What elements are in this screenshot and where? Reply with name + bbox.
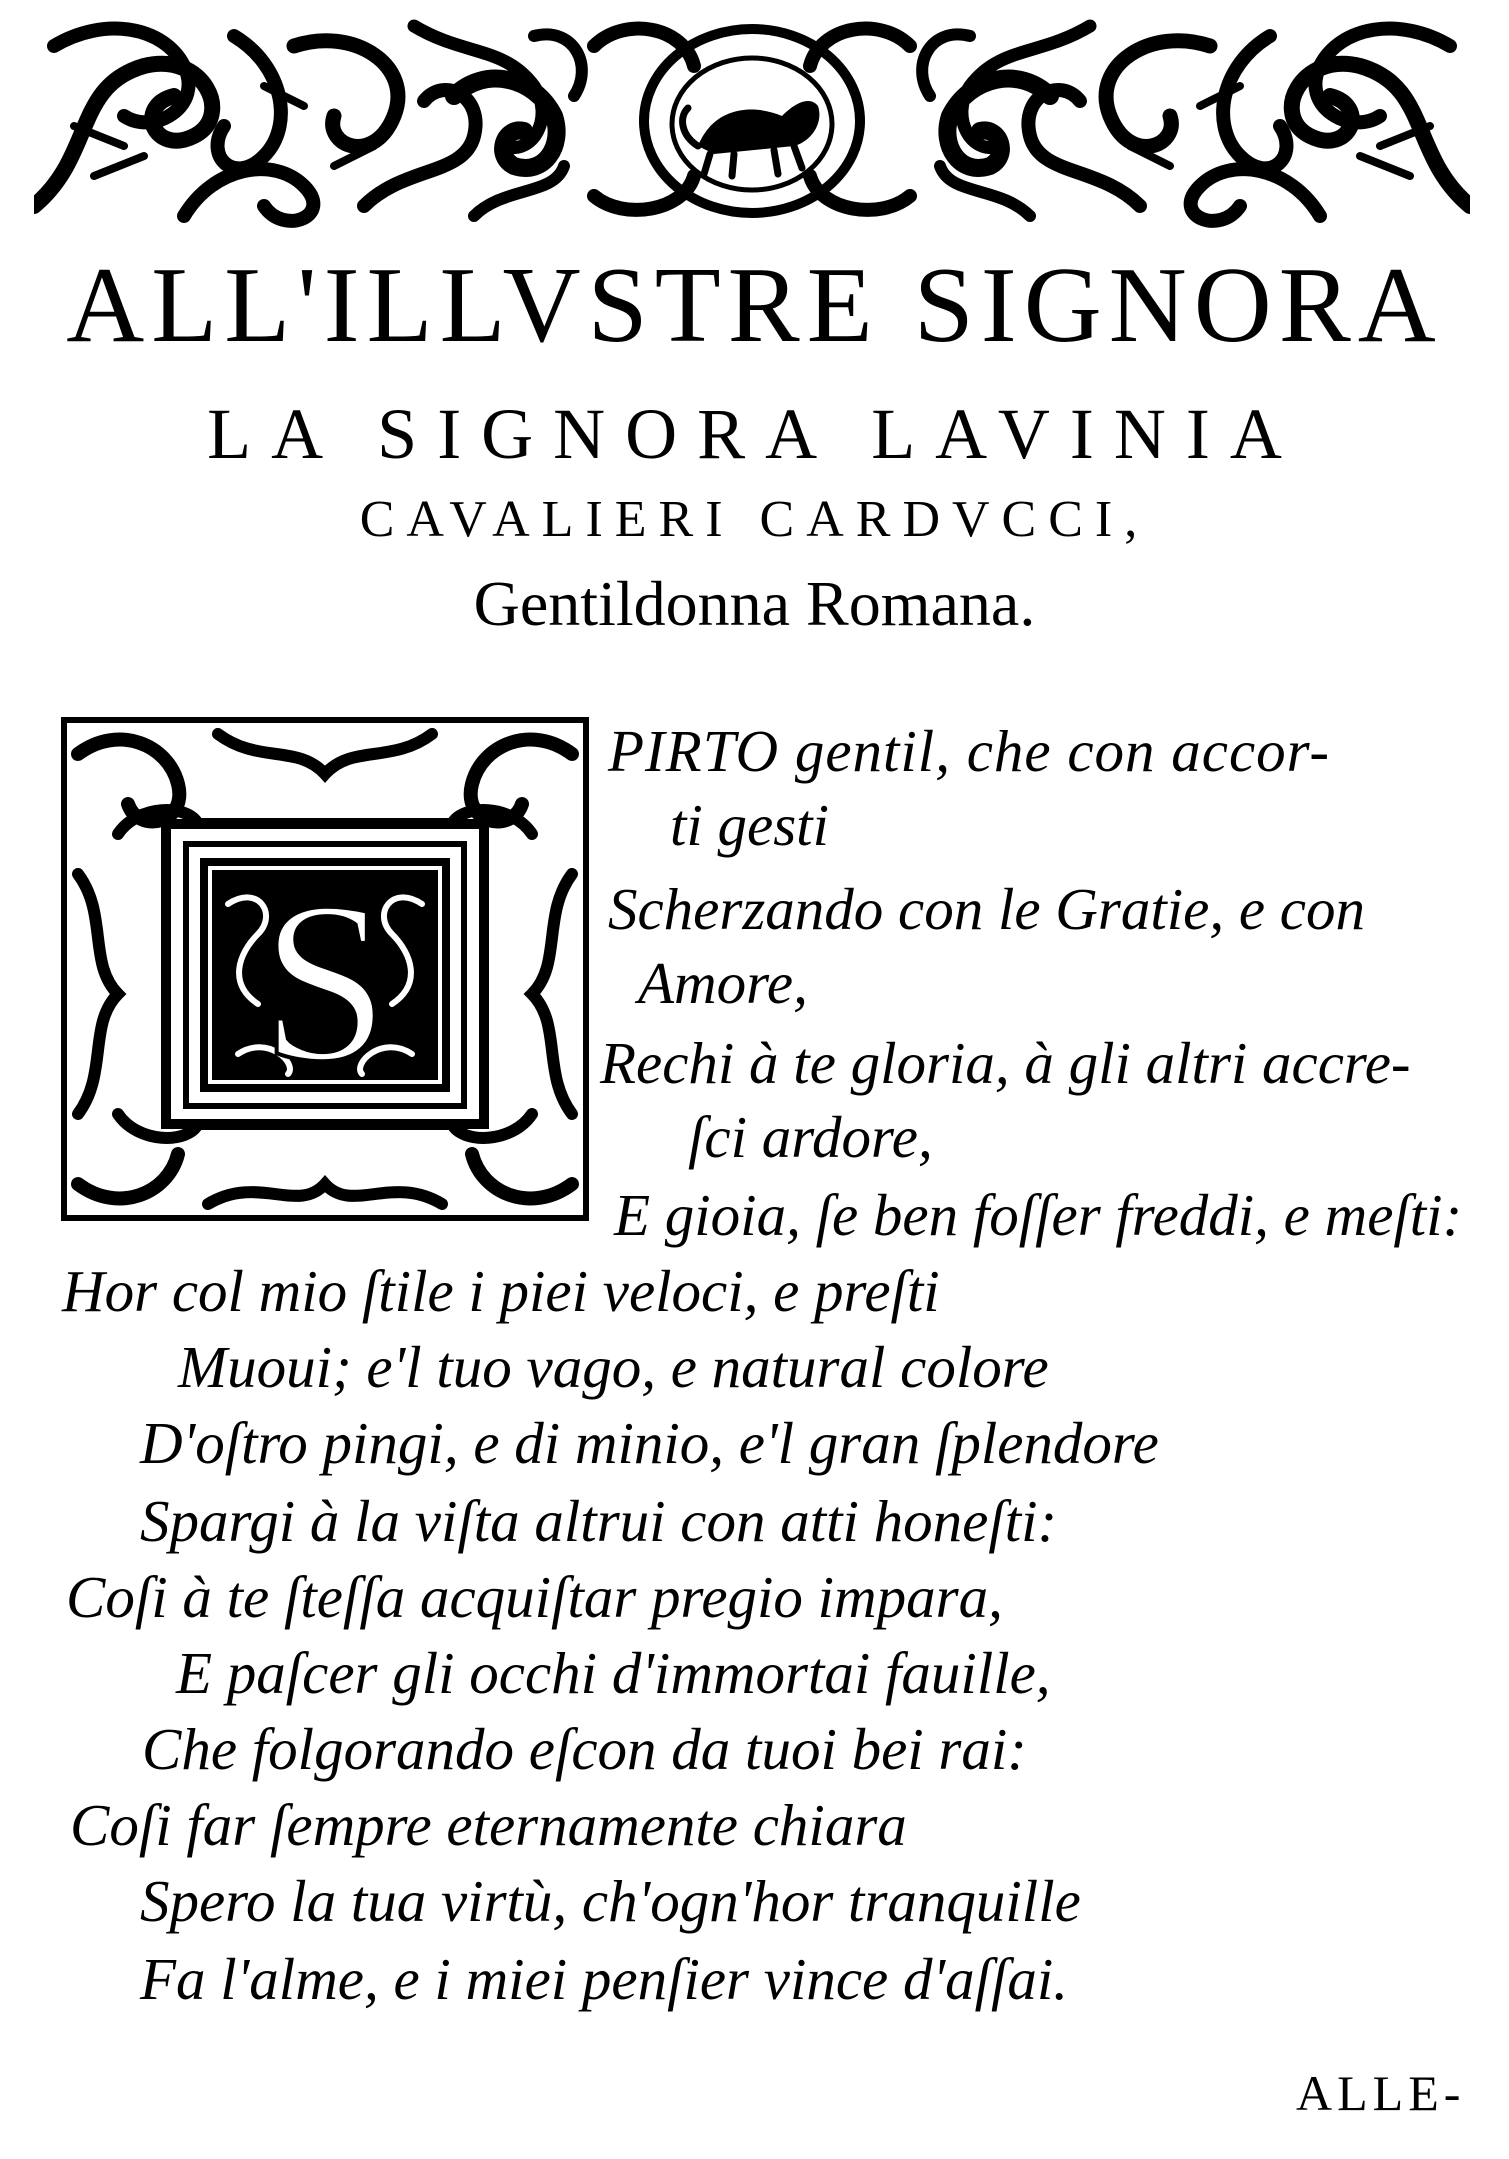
poem-line-13: E paſcer gli occhi d'immortai fauille, bbox=[176, 1640, 1051, 1706]
dedicatee-surname: CAVALIERI CARDVCCI, bbox=[359, 491, 1150, 548]
poem-line-15: Coſi far ſempre eternamente chiara bbox=[70, 1792, 907, 1858]
poem-line-8: Hor col mio ſtile i piei veloci, e preſti bbox=[62, 1258, 940, 1324]
catchword: ALLE- bbox=[1296, 2065, 1466, 2121]
poem-line-7: E gioia, ſe ben foſſer freddi, e meſti: bbox=[614, 1182, 1463, 1248]
poem-line-3: Scherzando con le Gratie, e con bbox=[608, 876, 1365, 942]
poem-line-4: Amore, bbox=[638, 950, 808, 1016]
poem-line-5: Rechi à te gloria, à gli altri accre- bbox=[600, 1030, 1411, 1096]
decorated-initial bbox=[58, 714, 592, 1224]
dedicatee-rank: Gentildonna Romana. bbox=[473, 568, 1036, 639]
dedication-subtitle: LA SIGNORA LAVINIA bbox=[207, 394, 1302, 474]
poem-line-9: Muoui; e'l tuo vago, e natural colore bbox=[178, 1334, 1049, 1400]
ornamental-headpiece bbox=[34, 6, 1470, 231]
ornamental-headpiece-icon bbox=[34, 6, 1470, 231]
poem-line-14: Che folgorando eſcon da tuoi bei rai: bbox=[142, 1716, 1027, 1782]
poem-line-6: ſci ardore, bbox=[688, 1104, 933, 1170]
poem-line-12: Coſi à te ſteſſa acquiſtar pregio impara, bbox=[66, 1564, 1003, 1630]
poem-line-2: ti gesti bbox=[670, 792, 829, 858]
poem-line-16: Spero la tua virtù, ch'ogn'hor tranquille bbox=[140, 1868, 1081, 1934]
initial-letter: S bbox=[261, 854, 389, 1109]
decorated-initial-s-icon bbox=[58, 714, 592, 1224]
poem-line-17: Fa l'alme, e i miei penſier vince d'aſſai. bbox=[140, 1946, 1069, 2012]
poem-line-1: PIRTO gentil, che con accor- bbox=[608, 718, 1331, 784]
poem-line-11: Spargi à la viſta altrui con atti honeſti: bbox=[140, 1488, 1058, 1554]
dedication-title: ALL'ILLVSTRE SIGNORA bbox=[66, 246, 1443, 365]
poem-line-10: D'oſtro pingi, e di minio, e'l gran ſplendore bbox=[140, 1410, 1159, 1476]
